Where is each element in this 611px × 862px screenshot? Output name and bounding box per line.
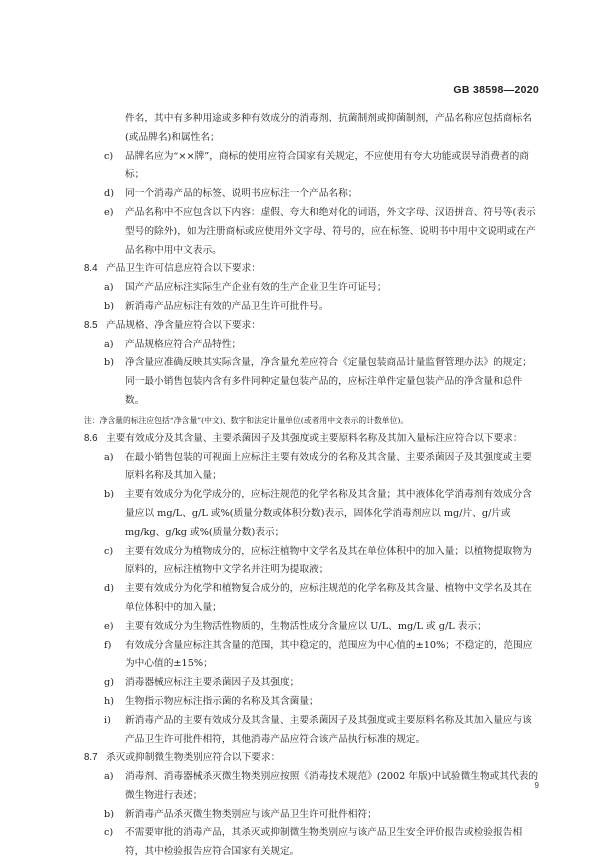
section-8-7-heading (84, 749, 540, 768)
section-title: 产品规格、净含量应符合以下要求： (106, 319, 261, 331)
item-label: f) (104, 639, 112, 651)
item-text: 有效成分含量应标注其含量的范围，其中稳定的，范围应为中心值的±10%；不稳定的，范围应为中心值的±15%； (125, 639, 533, 670)
item-label: b) (104, 489, 114, 501)
list-item (84, 486, 540, 542)
item-b-continuation: 件名，其中有多种用途或多种有效成分的消毒剂、抗菌制剂或抑菌制剂，产品名称应包括商标名(或品牌名)和属性名； (125, 113, 532, 143)
item-text: 生物指示物应标注指示菌的名称及其含菌量； (125, 695, 319, 707)
section-8-5-heading (84, 317, 540, 336)
section-number: 8.6 (84, 432, 98, 444)
item-text: 新消毒产品杀灭微生物类别应与该产品卫生许可批件相符； (125, 808, 377, 820)
item-text: 消毒器械应标注主要杀菌因子及其强度； (125, 677, 300, 689)
list-item (84, 148, 540, 186)
item-label: a) (104, 338, 114, 350)
item-text: 消毒剂、消毒器械杀灭微生物类别应按照《消毒技术规范》(2002 年版)中试验微生物或其代表的微生物进行表述； (125, 771, 539, 801)
list-item (84, 637, 540, 675)
section-note: 注：净含量的标注应包括“净含量”(中文)、数字和法定计量单位(或者用中文表示的计数单位)。 (84, 415, 409, 425)
section-title: 主要有效成分及其含量、主要杀菌因子及其强度或主要原料名称及其加入量标注应符合以下要求： (106, 432, 523, 444)
item-text: 净含量应准确反映其实际含量，净含量允差应符合《定量包装商品计量监督管理办法》的规定；同一最小销售包装内含有多件同种定量包装产品的，应标注单件定量包装产品的净含量和总件数。 (125, 357, 532, 406)
item-label: c) (104, 150, 114, 162)
item-text: 产品名称中不应包含以下内容：虚假、夸大和绝对化的词语，外文字母、汉语拼音、符号等(表示型号的除外)，如为注册商标或应使用外文字母、符号的，应在标签、说明书中用中文说明或在产品名称中用中文表示。 (125, 206, 536, 256)
section-title: 杀灭或抑制微生物类别应符合以下要求： (106, 752, 281, 764)
item-label: i) (104, 714, 111, 726)
section-title: 产品卫生许可信息应符合以下要求： (106, 263, 261, 275)
list-item (84, 185, 540, 204)
section-8-6-heading (84, 430, 540, 449)
item-text: 不需要审批的消毒产品，其杀灭或抑制微生物类别应与该产品卫生安全评价报告或检验报告相符，其中检验报告应符合国家有关规定。 (125, 827, 523, 858)
item-label: b) (104, 808, 114, 820)
item-text: 国产产品应标注实际生产企业有效的生产企业卫生许可证号； (125, 282, 387, 294)
list-item (84, 712, 540, 750)
list-item (84, 354, 540, 410)
item-label: b) (104, 357, 114, 369)
item-text: 主要有效成分为化学成分的，应标注规范的化学名称及其含量；其中液体化学消毒剂有效成分含量应以 mg/L、g/L 或%(质量分数或体积分数)表示，固体化学消毒剂应以 mg/片、g/片或 mg/kg、g/kg 或%(质量分数)表示； (125, 489, 532, 538)
item-label: g) (104, 677, 114, 689)
list-item (84, 580, 540, 618)
list-item (84, 618, 540, 637)
item-text: 新消毒产品的主要有效成分及其含量、主要杀菌因子及其强度或主要原料名称及其加入量应与该产品卫生许可批件相符，其他消毒产品应符合该产品执行标准的规定。 (125, 714, 532, 745)
item-label: d) (104, 188, 114, 200)
list-item (84, 449, 540, 487)
item-label: e) (104, 206, 114, 218)
item-text: 主要有效成分为化学和植物复合成分的，应标注规范的化学名称及其含量、植物中文学名及其在单位体积中的加入量； (125, 583, 532, 613)
list-item (84, 674, 540, 693)
item-label: h) (104, 695, 115, 707)
item-text: 在最小销售包装的可视面上应标注主要有效成分的名称及其含量、主要杀菌因子及其强度或主要原料名称及其加入量； (125, 451, 532, 482)
item-text: 主要有效成分为生物活性物质的，生物活性成分含量应以 U/L、mg/L 或 g/L 表示； (125, 620, 487, 632)
item-text: 新消毒产品应标注有效的产品卫生许可批件号。 (125, 300, 329, 312)
item-label: a) (104, 282, 114, 294)
item-text: 品牌名应为“××牌”，商标的使用应符合国家有关规定，不应使用有夸大功能或误导消费者的商标； (125, 150, 529, 181)
item-label: d) (104, 583, 114, 595)
item-text: 同一个消毒产品的标签、说明书应标注一个产品名称； (125, 188, 358, 200)
page-number: 9 (534, 781, 539, 790)
item-text: 产品规格应符合产品特性； (125, 338, 242, 350)
section-number: 8.5 (84, 319, 98, 331)
item-label: c) (104, 545, 114, 557)
standard-code: GB 38598—2020 (453, 84, 539, 96)
item-label: a) (104, 771, 114, 783)
list-item (84, 279, 540, 298)
item-label: e) (104, 620, 114, 632)
item-label: c) (104, 827, 114, 839)
item-label: a) (104, 451, 114, 463)
document-body (84, 110, 540, 862)
item-text: 主要有效成分为植物成分的，应标注植物中文学名及其在单位体积中的加入量；以植物提取物为原料的，应标注植物中文学名并注明为提取液； (125, 545, 532, 576)
list-item (84, 768, 540, 806)
section-8-4-heading (84, 260, 540, 279)
item-label: b) (104, 300, 114, 312)
list-item (84, 543, 540, 581)
section-number: 8.4 (84, 263, 98, 275)
list-item (84, 298, 540, 317)
list-item (84, 693, 540, 712)
list-item (84, 806, 540, 825)
section-number: 8.7 (84, 752, 98, 764)
list-item (84, 824, 540, 862)
list-item (84, 204, 540, 260)
list-item (84, 336, 540, 355)
